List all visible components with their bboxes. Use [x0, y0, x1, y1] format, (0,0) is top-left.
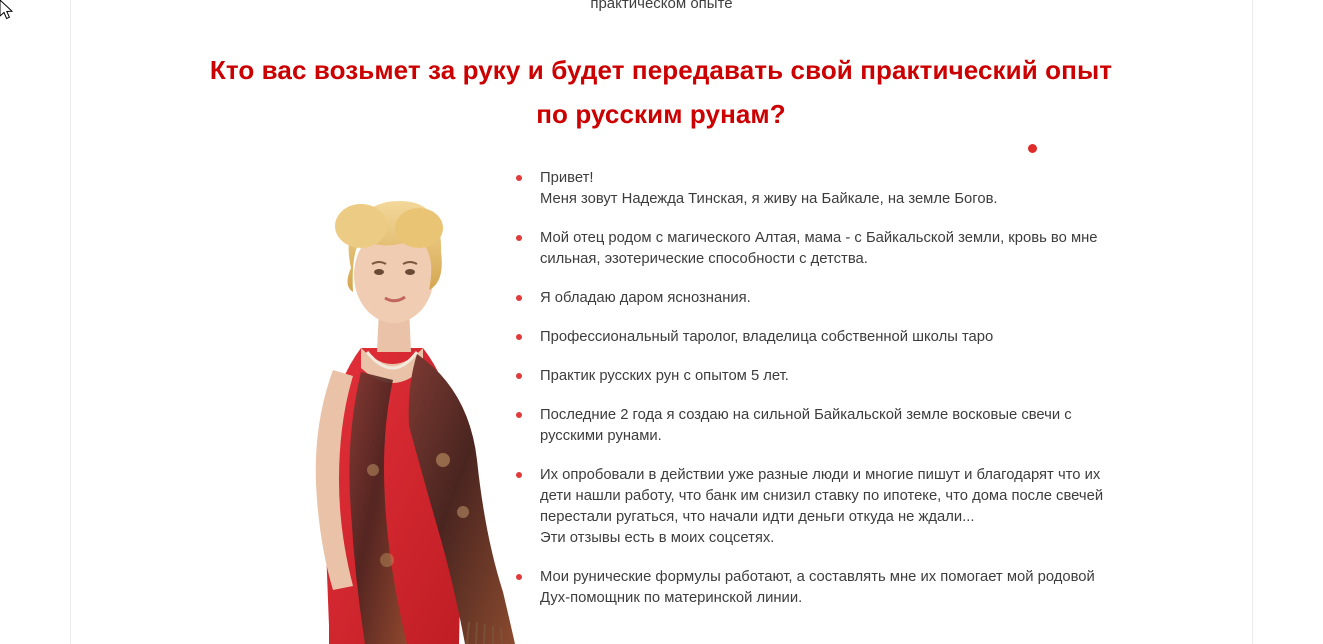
list-item-line: Практик русских рун с опытом 5 лет.: [540, 368, 789, 384]
bullet-dot-icon: [516, 295, 522, 301]
list-item: [514, 366, 1134, 387]
list-item: [514, 567, 1134, 609]
list-item-line: Эти отзывы есть в моих соцсетях.: [540, 530, 775, 546]
author-bullet-list: [514, 168, 1134, 609]
list-item-line: Мои рунические формулы работают, а составлять мне их помогает мой родовой: [540, 569, 1095, 585]
list-item-line: Привет!: [540, 170, 594, 186]
list-item: [514, 327, 1134, 348]
list-item: [514, 228, 1134, 270]
page-title-line-2: по русским рунам?: [536, 99, 786, 129]
list-item: [514, 405, 1134, 447]
page-content: [71, 0, 1252, 644]
bullet-dot-icon: [516, 412, 522, 418]
list-item: [514, 288, 1134, 309]
list-item-line: Мой отец родом с магического Алтая, мама - с Байкальской земли, кровь во мне: [540, 230, 1098, 246]
page-title: [126, 48, 1196, 136]
list-item-line: Их опробовали в действии уже разные люди и многие пишут и благодарят что их: [540, 467, 1101, 483]
list-item-line: Дух-помощник по материнской линии.: [540, 590, 803, 606]
list-item: [514, 465, 1134, 549]
bullet-dot-icon: [516, 334, 522, 340]
page-left-gutter: [0, 0, 71, 644]
bullet-dot-icon: [516, 472, 522, 478]
decorative-red-dot: [1028, 144, 1037, 153]
list-item-line: перестали ругаться, что начали идти деньги откуда не ждали...: [540, 509, 975, 525]
list-item-line: Я обладаю даром яснознания.: [540, 290, 751, 306]
bullet-dot-icon: [516, 574, 522, 580]
page-title-line-1: Кто вас возьмет за руку и будет передавать свой практический опыт: [209, 55, 1113, 85]
bullet-dot-icon: [516, 373, 522, 379]
bullet-dot-icon: [516, 235, 522, 241]
list-item-line: дети нашли работу, что банк им снизил ставку по ипотеке, что дома после свечей: [540, 488, 1104, 504]
list-item-line: Последние 2 года я создаю на сильной Байкальской земле восковые свечи с: [540, 407, 1072, 423]
list-item-line: Меня зовут Надежда Тинская, я живу на Байкале, на земле Богов.: [540, 191, 998, 207]
list-item: [514, 168, 1134, 210]
list-item-line: русскими рунами.: [540, 428, 662, 444]
bullet-dot-icon: [516, 175, 522, 181]
list-item-line: сильная, эзотерические способности с детства.: [540, 251, 868, 267]
page-right-gutter: [1252, 0, 1323, 644]
list-item-line: Профессиональный таролог, владелица собственной школы таро: [540, 329, 994, 345]
previous-section-text-tail: практическом опыте: [590, 0, 733, 12]
